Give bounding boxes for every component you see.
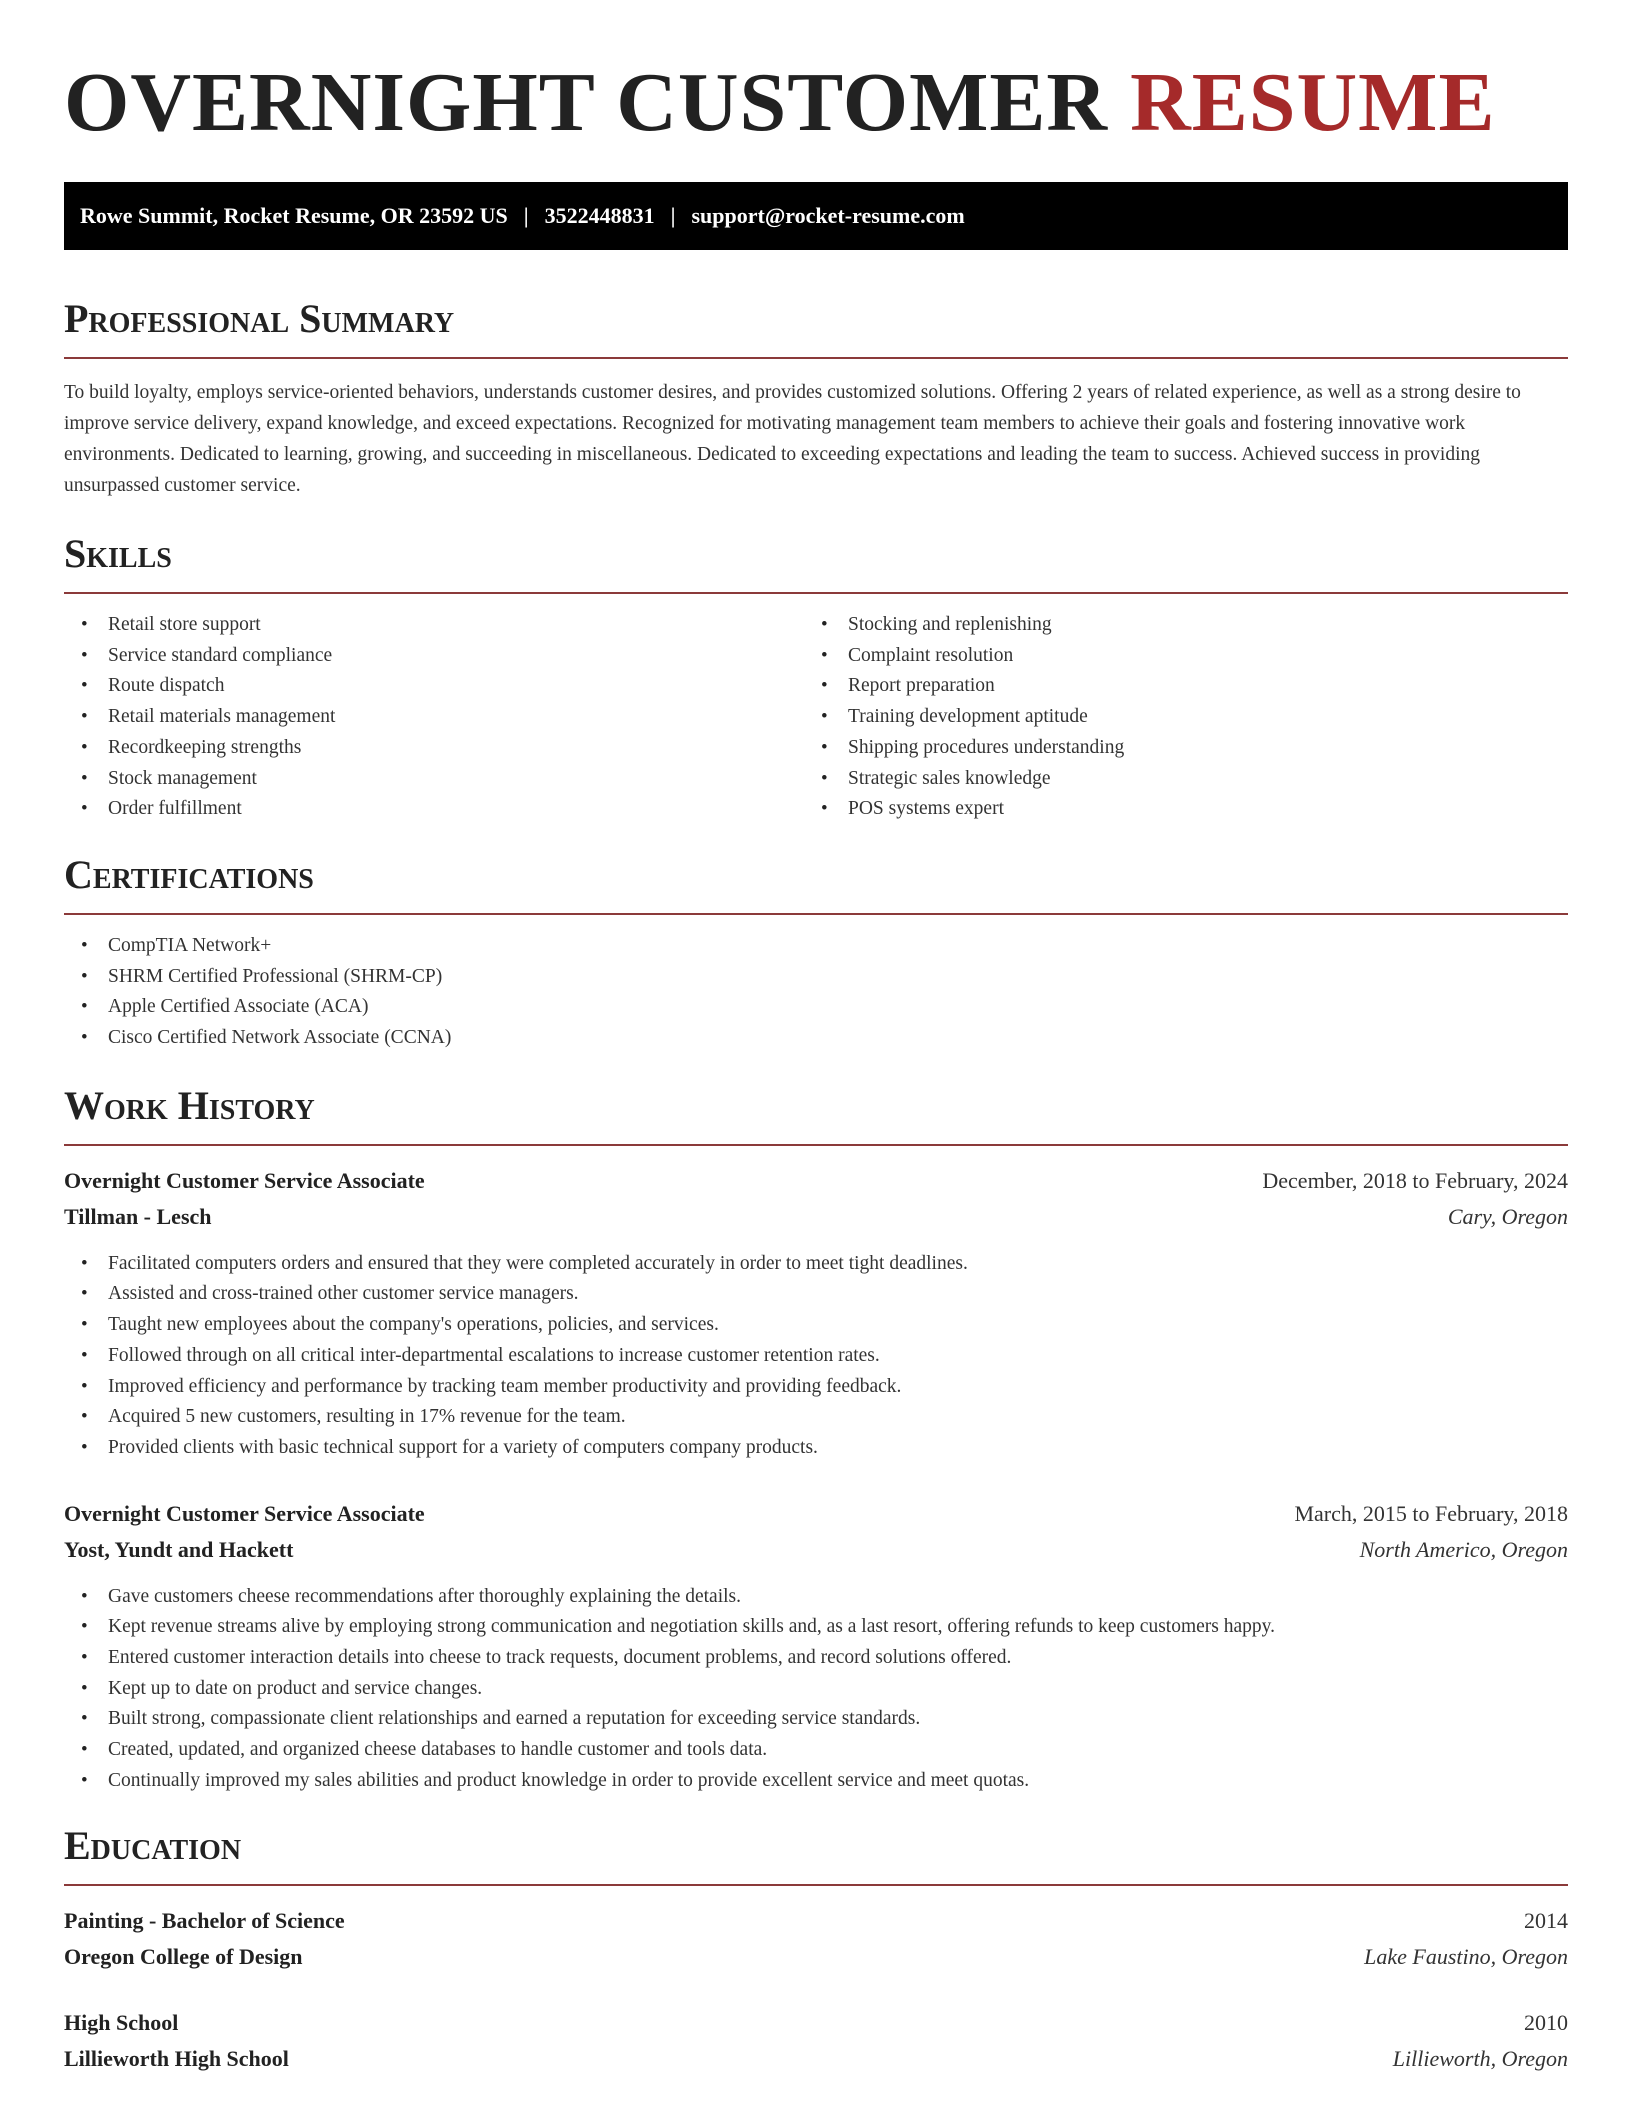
- job-company-row: [64, 1199, 1568, 1235]
- list-item: • Stocking and replenishing: [804, 610, 1544, 641]
- section-divider: [64, 592, 1568, 594]
- contact-separator: |: [523, 203, 529, 228]
- education-location: Lake Faustino, Oregon: [1364, 1943, 1568, 1969]
- list-item: • Assisted and cross-trained other customer service managers.: [64, 1279, 1568, 1310]
- education-degree-row: [64, 1903, 1568, 1939]
- title-accent: RESUME: [1130, 56, 1496, 149]
- education-location: Lillieworth, Oregon: [1392, 2045, 1568, 2071]
- list-item: • Gave customers cheese recommendations after thoroughly explaining the details.: [64, 1582, 1568, 1613]
- title-main: OVERNIGHT CUSTOMER: [64, 56, 1109, 149]
- list-item: • Provided clients with basic technical support for a variety of computers company products.: [64, 1433, 1568, 1464]
- education-year: 2014: [1524, 1907, 1568, 1933]
- job-location: Cary, Oregon: [1447, 1203, 1568, 1229]
- job-dates: December, 2018 to February, 2024: [1262, 1167, 1568, 1193]
- section-heading: Certifications: [64, 851, 314, 897]
- education-school: Oregon College of Design: [64, 1943, 303, 1969]
- certifications-section: [64, 851, 1568, 1054]
- list-item: • Entered customer interaction details into cheese to track requests, document problems, and record solutions offered.: [64, 1643, 1568, 1674]
- list-item: • Strategic sales knowledge: [804, 764, 1544, 795]
- list-item: • Built strong, compassionate client relationships and earned a reputation for exceeding service standards.: [64, 1704, 1568, 1735]
- list-item: • Cisco Certified Network Associate (CCNA): [64, 1023, 1568, 1054]
- list-item: • Training development aptitude: [804, 702, 1544, 733]
- job-company: Tillman - Lesch: [64, 1203, 212, 1229]
- list-item: • Complaint resolution: [804, 641, 1544, 672]
- skills-list-right: [804, 610, 1544, 825]
- list-item: • Service standard compliance: [64, 641, 804, 672]
- education-school-row: [64, 1939, 1568, 1975]
- contact-address: Rowe Summit, Rocket Resume, OR 23592 US: [80, 203, 508, 228]
- job-title: Overnight Customer Service Associate: [64, 1167, 425, 1193]
- contact-phone: 3522448831: [544, 203, 655, 228]
- skills-list-left: [64, 610, 804, 825]
- list-item: • CompTIA Network+: [64, 931, 1568, 962]
- education-school-row: [64, 2041, 1568, 2077]
- list-item: • Shipping procedures understanding: [804, 733, 1544, 764]
- contact-email: support@rocket-resume.com: [691, 203, 965, 228]
- list-item: • Created, updated, and organized cheese databases to handle customer and tools data.: [64, 1735, 1568, 1766]
- job-company: Yost, Yundt and Hackett: [64, 1536, 294, 1562]
- work-history-section: [64, 1082, 1568, 1797]
- list-item: • Recordkeeping strengths: [64, 733, 804, 764]
- list-item: • Acquired 5 new customers, resulting in 17% revenue for the team.: [64, 1402, 1568, 1433]
- education-section: [64, 1822, 1568, 2077]
- list-item: • POS systems expert: [804, 794, 1544, 825]
- certifications-list: [64, 931, 1568, 1054]
- section-heading: Professional Summary: [64, 296, 455, 341]
- list-item: • Facilitated computers orders and ensured that they were completed accurately in order to meet tight deadlines.: [64, 1249, 1568, 1280]
- list-item: • Stock management: [64, 764, 804, 795]
- education-year: 2010: [1524, 2009, 1568, 2035]
- list-item: • Apple Certified Associate (ACA): [64, 992, 1568, 1023]
- section-divider: [64, 1884, 1568, 1886]
- job-company-row: [64, 1532, 1568, 1568]
- job-header-row: [64, 1496, 1568, 1532]
- contact-bar: [64, 182, 1568, 250]
- section-heading: Work History: [64, 1082, 315, 1128]
- contact-separator: |: [670, 203, 676, 228]
- job-location: North Americo, Oregon: [1359, 1536, 1568, 1562]
- skills-section: [64, 530, 1568, 825]
- education-school: Lillieworth High School: [64, 2045, 289, 2071]
- list-item: • Retail materials management: [64, 702, 804, 733]
- list-item: • Followed through on all critical inter-departmental escalations to increase customer retention rates.: [64, 1341, 1568, 1372]
- job-entry: [64, 1496, 1568, 1797]
- section-divider: [64, 1144, 1568, 1146]
- list-item: • Continually improved my sales abilities and product knowledge in order to provide excellent service and meet quotas.: [64, 1766, 1568, 1797]
- education-entry: [64, 1903, 1568, 1975]
- section-divider: [64, 357, 1568, 359]
- list-item: • Kept up to date on product and service changes.: [64, 1674, 1568, 1705]
- job-title: Overnight Customer Service Associate: [64, 1500, 425, 1526]
- list-item: • Kept revenue streams alive by employing strong communication and negotiation skills and, as a last resort, offering refunds to keep customers happy.: [64, 1612, 1568, 1643]
- list-item: • Improved efficiency and performance by tracking team member productivity and providing feedback.: [64, 1372, 1568, 1403]
- job-bullets: [64, 1582, 1568, 1797]
- list-item: • Taught new employees about the company's operations, policies, and services.: [64, 1310, 1568, 1341]
- job-bullets: [64, 1249, 1568, 1464]
- section-divider: [64, 913, 1568, 915]
- job-entry: [64, 1163, 1568, 1464]
- education-entry: [64, 2005, 1568, 2077]
- list-item: • SHRM Certified Professional (SHRM-CP): [64, 962, 1568, 993]
- section-heading: Skills: [64, 531, 172, 576]
- list-item: • Retail store support: [64, 610, 804, 641]
- resume-title: [64, 0, 1568, 148]
- education-degree-row: [64, 2005, 1568, 2041]
- job-header-row: [64, 1163, 1568, 1199]
- list-item: • Order fulfillment: [64, 794, 804, 825]
- skills-columns: [64, 610, 1568, 825]
- job-dates: March, 2015 to February, 2018: [1294, 1500, 1568, 1526]
- list-item: • Route dispatch: [64, 671, 804, 702]
- summary-section: [64, 295, 1568, 501]
- education-degree: Painting - Bachelor of Science: [64, 1907, 345, 1933]
- list-item: • Report preparation: [804, 671, 1544, 702]
- summary-text: To build loyalty, employs service-oriented behaviors, understands customer desires, and provides customized solutions. Offering 2 years of related experience, as well as a strong desire to improve service delivery, expand knowledge, and exceed expectations. Recognized for motivating management team members to achieve their goals and fostering innovative work environments. Dedicated to learning, growing, and succeeding in miscellaneous. Dedicated to exceeding expectations and leading the team to success. Achieved success in providing unsurpassed customer service.: [64, 382, 1521, 496]
- section-heading: Education: [64, 1822, 242, 1868]
- education-degree: High School: [64, 2009, 179, 2035]
